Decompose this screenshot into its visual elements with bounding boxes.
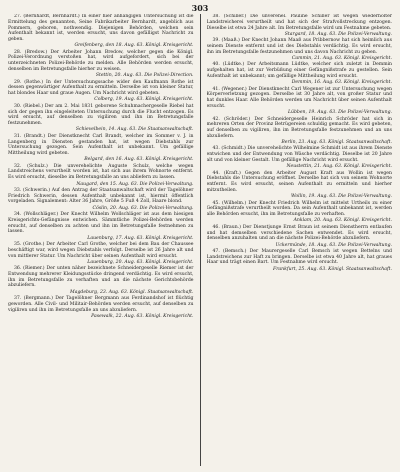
- notice-signature: Cammin, 21. Aug. 63. Königl. Kreisgericht.: [291, 56, 392, 62]
- notice-signature: Greifenberg, den 18. Aug. 63. Königl. Kreisgericht.: [74, 43, 194, 49]
- notice-entry: 36. (Riemer.) Der unten näher bezeichnete Schneidergeselle Riemer ist der Entwendung mehrerer Kleidungsstücke dringend verdächtig. Es wird ersucht, ihn im Betretungsfalle zu verhaften und an die nächste Gerichtsbehörde abzuliefern.: [8, 266, 194, 289]
- notice-entry: 37. (Bergmann.) Der Tagelöhner Bergmann aus Ferdinandshof ist flüchtig geworden. Alle Civil- und Militair-Behörden werden ersucht, auf denselben zu vigiliren und ihn im Betretungsfalle an uns abzuliefern.: [8, 296, 194, 313]
- notice-entry: 35. (Grothe.) Der Arbeiter Carl Grothe, welcher bei dem Bau der Chaussee beschäftigt war, wird wegen Diebstahls verfolgt. Derselbe ist 26 Jahre alt und von mittlerer Statur. Um Nachricht über seinen Aufenthalt wird ersucht.: [8, 242, 194, 259]
- notice-signature: Magdeburg, 23. Aug. 63. Königl. Staatsanwaltschaft.: [70, 289, 194, 295]
- notice-signature: Colberg, 19. Aug. 63. Königl. Kreisgericht.: [94, 97, 194, 103]
- notice-signature: Stargard, 18. Aug. 63. Die Polizei-Verwaltung.: [284, 31, 392, 37]
- notice-entry: 29. (Rothe.) In der Untersuchungssache wider den Kaufmann Rothe ist dessen gegenwärtiger Aufenthalt zu ermitteln. Derselbe ist von kleiner Statur, hat blondes Haar und graue Augen. Um Nachricht wird gebeten.: [8, 79, 194, 97]
- notice-entry: 40. (Lüdtke.) Der Arbeitsmann Lüdtke, welcher sich zuletzt in Demmin aufgehalten hat, ist zur Verbüßung einer Gefängnißstrafe zu gestellen. Sein Aufenthalt ist unbekannt; um gefällige Mittheilung wird ersucht.: [206, 62, 392, 79]
- notice-signature: Belgard, den 16. Aug. 63. Königl. Kreisgericht.: [84, 157, 194, 163]
- notice-signature: Pasewalk, 22. Aug. 63. Königl. Kreisgericht.: [91, 313, 194, 319]
- notice-entry: 43. (Schmidt.) Die unverehelichte Wilhelmine Schmidt ist aus ihrem Dienste entwichen und der Entwendung von Wäsche verdächtig. Dieselbe ist 20 Jahre alt und von kleiner Gestalt. Um gefällige Nachricht wird ersucht.: [206, 146, 392, 163]
- notice-signature: Lauenburg, 17. Aug. 63. Königl. Kreisgericht.: [87, 235, 194, 241]
- notice-entry: 30. (Riebel.) Der am 2. Mai 1831 geborene Schuhmachergeselle Riebel hat sich der gegen ihn eingeleiteten Untersuchung durch die Flucht entzogen. Es wird ersucht, auf denselben zu vigiliren und ihn im Betretungsfalle festzunehmen.: [8, 103, 194, 127]
- notice-entry: 42. (Schröder.) Der Schneidergeselle Heinrich Schröder hat sich in mehreren Orten der Provinz Betrügereien schuldig gemacht. Es wird gebeten, auf denselben zu vigiliren, ihn im Betretungsfalle festzunehmen und an uns abzuliefern.: [206, 116, 392, 139]
- notice-signature: Anklam, 20. Aug. 63. Königl. Kreisgericht.: [293, 218, 392, 224]
- notice-signature: Naugard, den 15. Aug. 63. Die Polizei-Verwaltung.: [76, 181, 194, 187]
- notice-entry: 34. (Wollschläger.) Der Knecht Wilhelm Wollschläger ist aus dem hiesigen Kreisgerichts-Gefängnisse entwichen. Sämmtliche Polizei-Behörden werden ersucht, auf denselben zu achten und ihn im Betretungsfalle festnehmen zu lassen.: [8, 212, 194, 235]
- notice-entry: 45. (Wilhelm.) Der Knecht Friedrich Wilhelm ist mittelst Urtheils zu einer Gefängnißstrafe verurtheilt worden. Da sein Aufenthalt unbekannt ist, werden alle Behörden ersucht, ihn im Betretungsfalle zu verhaften.: [206, 200, 392, 218]
- notice-signature: Lübben, 19. Aug. 63. Die Polizei-Verwaltung.: [287, 110, 392, 116]
- page-number: 303: [191, 3, 209, 13]
- notice-signature: Uckermünde, 18. Aug. 63. Die Polizei-Verwaltung.: [275, 242, 392, 248]
- notice-entry: 44. (Kraft.) Gegen den Arbeiter August Kraft aus Wollin ist wegen Diebstahls die Untersuchung eröffnet. Derselbe hat sich von seinem Wohnorte entfernt. Es wird ersucht, seinen Aufenthalt zu ermitteln und hierher mitzutheilen.: [206, 170, 392, 193]
- notice-entry: 46. (Braun.) Der Dienstjunge Ernst Braun ist seinem Dienstherrn entlaufen und hat demselben verschiedene Sachen entwendet. Es wird ersucht, denselben anzuhalten und an die nächste Polizei-Behörde abzuliefern.: [206, 224, 392, 242]
- right-column: [207, 14, 393, 466]
- notice-entry: 32. (Schulz.) Die unverehelichte Auguste Schulz, welche wegen Landstreichens verurtheilt worden ist, hat sich aus ihrem Wohnorte entfernt. Es wird ersucht, dieselbe im Betretungsfalle an uns abliefern zu lassen.: [8, 163, 194, 181]
- notice-entry: 41. (Wegener.) Der Dienstknecht Carl Wegener ist zur Untersuchung wegen Körperverletzung gezogen. Derselbe ist 30 Jahre alt, von großer Statur und hat dunkles Haar. Alle Behörden werden um Nachricht über seinen Aufenthalt ersucht.: [206, 86, 392, 109]
- notice-entry: 28. (Bredow.) Der Arbeiter Johann Bredow, welcher gegen die Königl. Polizei-Verordnung verstoßen hat, wird aufgefordert, sich bei der unterzeichneten Polizei-Behörde zu melden. Alle Behörden werden ersucht, denselben im Betretungsfalle hierher zu weisen.: [8, 49, 194, 72]
- notice-signature: Stettin, 20. Aug. 63. Die Polizei-Direction.: [95, 73, 194, 79]
- notice-signature: Berlin, 23. Aug. 63. Königl. Staatsanwaltschaft.: [281, 140, 392, 146]
- notice-signature: Cöslin, 20. Aug. 63. Die Polizei-Verwaltung.: [92, 205, 194, 211]
- notice-signature: Neustettin, 21. Aug. 63. Königl. Kreisgericht.: [286, 164, 392, 170]
- notice-entry: 27. (Bernhardt, Bernhardt.) In einer hier anhängigen Untersuchung ist die Ermittelung des genannten, Seine Fabrikarbeiter Bernhardt, angeblich aus Pommern, geboren, nothwendig. Diejenigen Behörden, welchen sein Aufenthalt bekannt ist, werden ersucht, uns davon gefälligst Nachricht zu geben.: [8, 14, 194, 42]
- notice-entry: 33. (Schwerin.) Auf den Antrag der Staatsanwaltschaft wird der Tagelöhner Friedrich Schwerin, dessen Aufenthalt unbekannt ist, hiermit öffentlich vorgeladen. Signalement: Alter 36 Jahre, Größe 5 Fuß 4 Zoll, Haare blond.: [8, 187, 194, 205]
- notice-signature: Frankfurt, 25. Aug. 63. Königl. Staatsanwaltschaft.: [273, 266, 392, 272]
- notice-entry: 38. (Schiller.) Die unverehel. Pauline Schiller ist wegen wiederholter Landstreicherei verurtheilt und hat sich der Strafvollstreckung entzogen. Dieselbe ist etwa 24 Jahre alt. Im Betretungsfalle wird um Festnahme gebeten.: [206, 14, 392, 31]
- notice-signature: Wollin, 19. Aug. 63. Die Polizei-Verwaltung.: [290, 194, 392, 200]
- notice-signature: Lauenburg, 20. Aug. 63. Königl. Kreisgericht.: [87, 259, 194, 265]
- columns: [8, 14, 392, 466]
- left-column: [8, 14, 194, 466]
- notice-signature: Schievelbein, 14. Aug. 63. Die Staatsanwaltschaft.: [75, 127, 194, 133]
- column-divider: [200, 14, 201, 466]
- notice-signature: Demmin, 16. Aug. 63. Königl. Kreisgericht.: [291, 80, 392, 86]
- notice-entry: 39. (Maaß.) Der Knecht Johann Maaß aus Pribbernow hat sich heimlich aus seinem Dienste entfernt und ist des Diebstahls verdächtig. Es wird ersucht, ihn im Betretungsfalle festzunehmen und uns davon Nachricht zu geben.: [206, 38, 392, 55]
- notice-entry: 31. (Brandt.) Der Dienstknecht Carl Brandt, welcher im Sommer v. J. in Langenberg in Diensten gestanden hat, ist wegen Diebstahls zur Untersuchung gezogen. Sein Aufenthalt ist unbekannt. Um gefällige Mittheilung wird gebeten.: [8, 133, 194, 156]
- notice-entry: 47. (Bemsch.) Der Maurergeselle Carl Bemsch ist wegen Bettelns und Landstreichens zur Haft zu bringen. Derselbe ist etwa 40 Jahre alt, hat graues Haar und trägt einen Bart. Um Festnahme wird ersucht.: [206, 248, 392, 266]
